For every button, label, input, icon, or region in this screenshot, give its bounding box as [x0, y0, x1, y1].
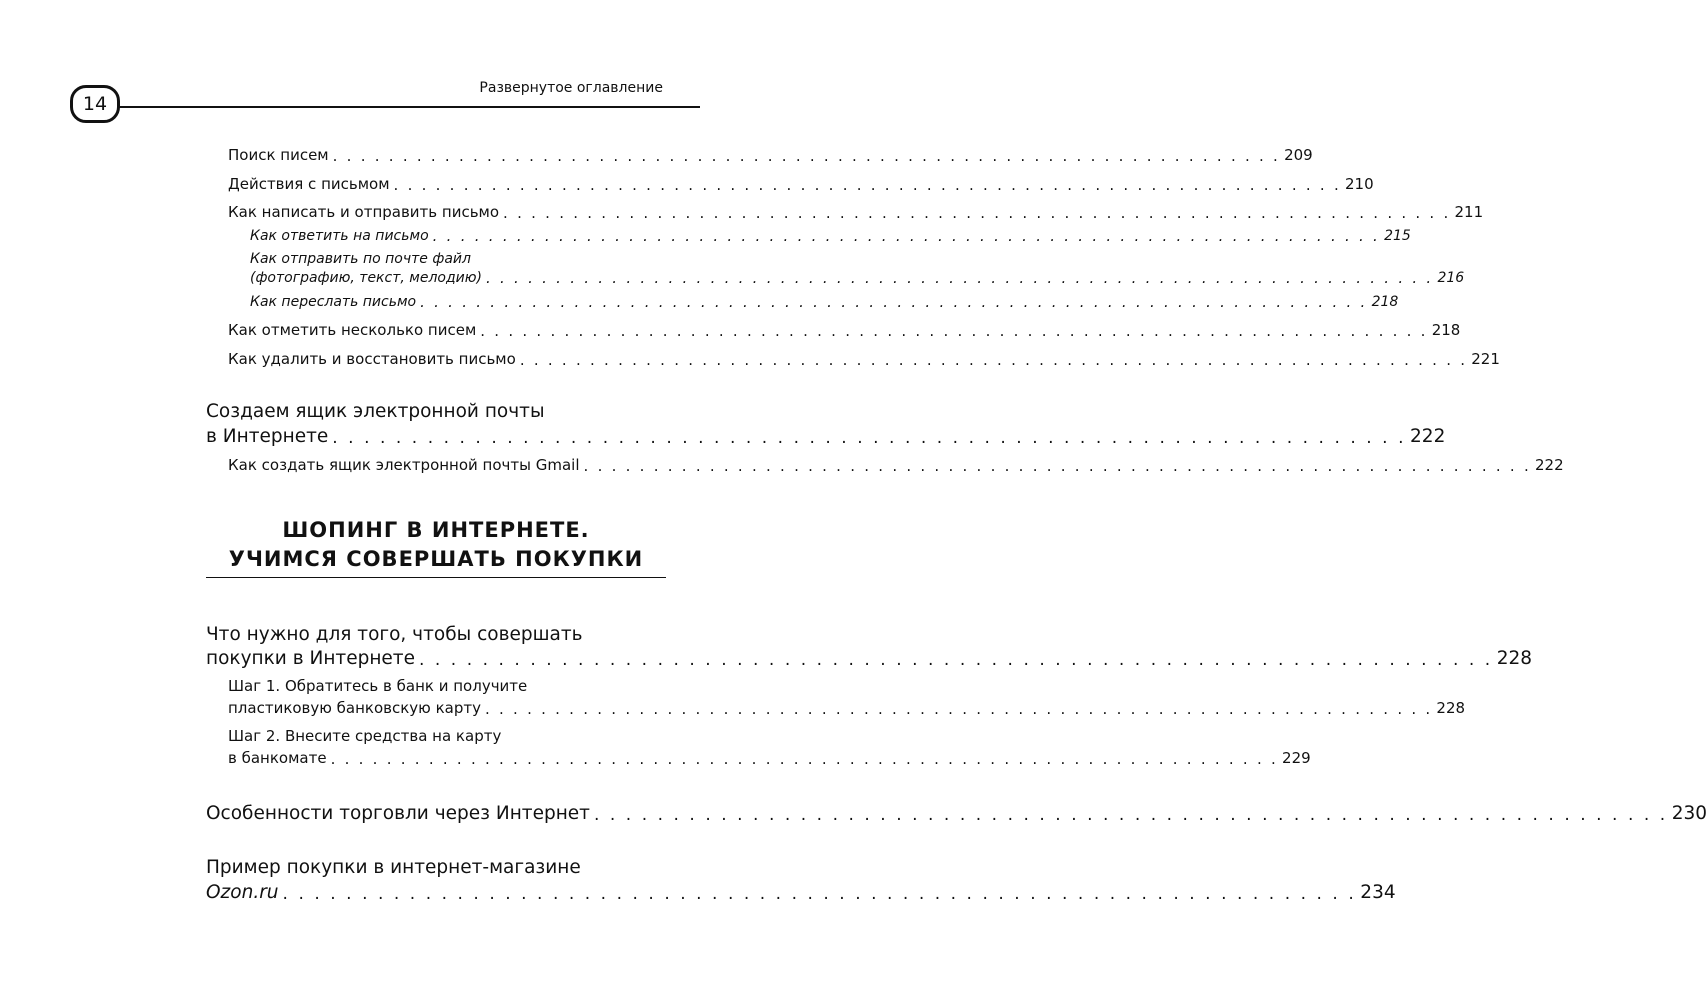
toc-label: Действия с письмом — [228, 175, 390, 193]
running-header-title: Развернутое оглавление — [479, 80, 663, 96]
toc-leader: . . . . . . . . . . . . . . . . . . . . . . . . . . . . . . . . . . . . . . . . . . . . . . . . . . . . . . . . . . . . . . . . . . . . — [418, 650, 1493, 670]
toc-entry-write-send — [228, 203, 1484, 222]
toc-entry-shopping-requirements — [206, 648, 1533, 670]
toc-label-line1: Шаг 1. Обратитесь в банк и получите — [228, 677, 528, 695]
toc-page: 222 — [1534, 456, 1564, 474]
toc-label: пластиковую банковскую карту — [228, 699, 481, 717]
section-rule — [206, 577, 666, 578]
toc-entry-email-actions — [228, 175, 1374, 194]
toc-label: Особенности торговли через Интернет — [206, 803, 590, 824]
toc-label: Как ответить на письмо — [250, 228, 429, 244]
toc-leader: . . . . . . . . . . . . . . . . . . . . . . . . . . . . . . . . . . . . . . . . . . . . . . . . . . . . . . . . . . . . . . . . . . . . — [420, 293, 1368, 311]
toc-page: 222 — [1410, 426, 1446, 447]
section-title-line2: УЧИМСЯ СОВЕРШАТЬ ПОКУПКИ — [228, 547, 644, 571]
toc-leader: . . . . . . . . . . . . . . . . . . . . . . . . . . . . . . . . . . . . . . . . . . . . . . . . . . . . . . . . . . . . . . . . . . . . — [593, 805, 1668, 825]
toc-label: Как отметить несколько писем — [228, 321, 477, 339]
toc-page: 230 — [1671, 803, 1707, 824]
toc-entry-reply — [250, 227, 1411, 245]
toc-leader: . . . . . . . . . . . . . . . . . . . . . . . . . . . . . . . . . . . . . . . . . . . . . . . . . . . . . . . . . . . . . . . . . . . . — [484, 700, 1433, 718]
toc-page: 210 — [1344, 175, 1374, 193]
page-number-text: 14 — [82, 93, 108, 115]
toc-leader: . . . . . . . . . . . . . . . . . . . . . . . . . . . . . . . . . . . . . . . . . . . . . . . . . . . . . . . . . . . . . . . . . . . . — [519, 351, 1468, 369]
toc-label-line1: Создаем ящик электронной почты — [206, 401, 545, 422]
toc-entry-delete-restore — [228, 350, 1500, 369]
toc-label: Как создать ящик электронной почты Gmail — [228, 456, 580, 474]
toc-page: 218 — [1431, 321, 1461, 339]
toc-entry-trade-features — [206, 803, 1707, 825]
toc-page: 234 — [1360, 882, 1396, 903]
toc-label: в банкомате — [228, 749, 327, 767]
toc-label: Поиск писем — [228, 146, 329, 164]
toc-page: 216 — [1437, 270, 1465, 286]
header-rule — [118, 106, 700, 108]
toc-leader: . . . . . . . . . . . . . . . . . . . . . . . . . . . . . . . . . . . . . . . . . . . . . . . . . . . . . . . . . . . . . . . . . . . . — [480, 322, 1428, 340]
section-title-line1: ШОПИНГ В ИНТЕРНЕТЕ. — [282, 518, 590, 542]
toc-leader: . . . . . . . . . . . . . . . . . . . . . . . . . . . . . . . . . . . . . . . . . . . . . . . . . . . . . . . . . . . . . . . . . . . . — [282, 884, 1357, 904]
toc-leader: . . . . . . . . . . . . . . . . . . . . . . . . . . . . . . . . . . . . . . . . . . . . . . . . . . . . . . . . . . . . . . . . . . . . — [432, 227, 1381, 245]
toc-page: 221 — [1471, 350, 1500, 368]
page-number — [70, 85, 120, 123]
toc-leader: . . . . . . . . . . . . . . . . . . . . . . . . . . . . . . . . . . . . . . . . . . . . . . . . . . . . . . . . . . . . . . . . . . . . — [485, 269, 1434, 287]
toc-leader: . . . . . . . . . . . . . . . . . . . . . . . . . . . . . . . . . . . . . . . . . . . . . . . . . . . . . . . . . . . . . . . . . . . . — [330, 750, 1279, 768]
toc-label-line1: Как отправить по почте файл — [250, 251, 471, 267]
toc-entry-search-emails — [228, 146, 1313, 165]
toc-page: 228 — [1496, 648, 1533, 669]
toc-label: Ozon.ru — [206, 882, 279, 903]
toc-entry-send-file — [250, 269, 1465, 287]
toc-entry-step2 — [228, 749, 1311, 768]
toc-leader: . . . . . . . . . . . . . . . . . . . . . . . . . . . . . . . . . . . . . . . . . . . . . . . . . . . . . . . . . . . . . . . . . . . . — [503, 204, 1451, 222]
toc-page: 211 — [1454, 203, 1484, 221]
toc-label-line1: Шаг 2. Внесите средства на карту — [228, 727, 502, 745]
toc-leader: . . . . . . . . . . . . . . . . . . . . . . . . . . . . . . . . . . . . . . . . . . . . . . . . . . . . . . . . . . . . . . . . . . . . — [332, 147, 1281, 165]
toc-page: 229 — [1282, 749, 1311, 767]
toc-label: покупки в Интернете — [206, 648, 415, 669]
toc-page: 215 — [1384, 228, 1411, 244]
toc-entry-ozon-example — [206, 882, 1396, 904]
toc-label-line1: Пример покупки в интернет-магазине — [206, 857, 581, 878]
toc-label: в Интернете — [206, 426, 329, 447]
toc-page: 218 — [1371, 294, 1399, 310]
toc-leader: . . . . . . . . . . . . . . . . . . . . . . . . . . . . . . . . . . . . . . . . . . . . . . . . . . . . . . . . . . . . . . . . . . . . — [583, 457, 1531, 475]
toc-entry-create-gmail — [228, 456, 1564, 475]
toc-entry-create-mailbox — [206, 426, 1446, 448]
toc-entry-select-multiple — [228, 321, 1461, 340]
toc-label: (фотографию, текст, мелодию) — [250, 270, 482, 286]
toc-label-line1: Что нужно для того, чтобы совершать — [206, 624, 583, 645]
toc-leader: . . . . . . . . . . . . . . . . . . . . . . . . . . . . . . . . . . . . . . . . . . . . . . . . . . . . . . . . . . . . . . . . . . . . — [332, 428, 1407, 448]
toc-label: Как написать и отправить письмо — [228, 203, 500, 221]
toc-entry-forward — [250, 293, 1399, 311]
toc-page: 209 — [1284, 146, 1313, 164]
toc-entry-step1 — [228, 699, 1466, 718]
toc-page: 228 — [1436, 699, 1466, 717]
toc-leader: . . . . . . . . . . . . . . . . . . . . . . . . . . . . . . . . . . . . . . . . . . . . . . . . . . . . . . . . . . . . . . . . . . . . — [393, 176, 1341, 194]
toc-label: Как удалить и восстановить письмо — [228, 350, 516, 368]
toc-label: Как переслать письмо — [250, 294, 417, 310]
